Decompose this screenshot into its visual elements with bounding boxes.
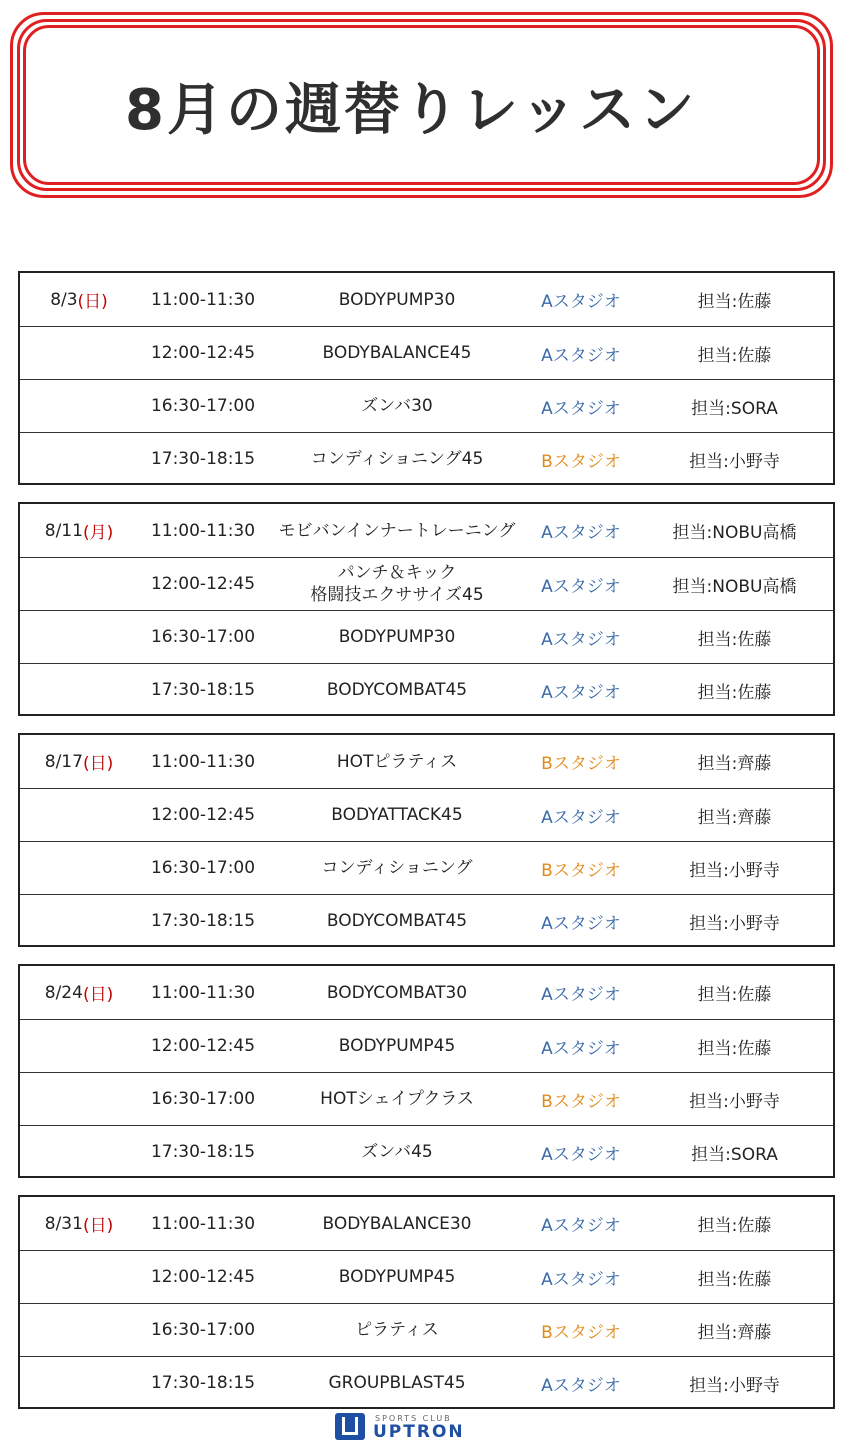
studio-label: Aスタジオ <box>541 1216 621 1236</box>
date-cell <box>20 504 138 557</box>
lesson-time: 17:30-18:15 <box>150 680 256 700</box>
studio-label: Aスタジオ <box>541 629 621 650</box>
week-table <box>18 1195 835 1409</box>
logo <box>335 1413 495 1441</box>
studio-label: Aスタジオ <box>541 398 621 419</box>
lesson-time: 12:00-12:45 <box>150 343 256 363</box>
lesson-name: BODYPUMP30 <box>338 289 456 310</box>
lesson-name: BODYCOMBAT45 <box>326 680 468 700</box>
lesson-time: 11:00-11:30 <box>150 982 256 1003</box>
studio-label: Aスタジオ <box>541 1038 621 1059</box>
weekday: (月) <box>82 523 114 543</box>
date-cell <box>20 842 138 894</box>
instructor: 担当:佐藤 <box>697 1038 772 1059</box>
date-cell <box>20 664 138 716</box>
lesson-time: 12:00-12:45 <box>150 1267 256 1287</box>
lesson-time: 12:00-12:45 <box>150 574 256 594</box>
studio-label: Aスタジオ <box>541 807 621 828</box>
date-cell <box>20 1357 138 1409</box>
lesson-name: ズンバ30 <box>361 396 433 416</box>
instructor: 担当:齊藤 <box>697 1322 772 1343</box>
lesson-name: BODYBALANCE45 <box>322 343 472 363</box>
lesson-time: 11:00-11:30 <box>150 751 256 772</box>
lesson-time: 16:30-17:00 <box>150 396 256 416</box>
lesson-time: 17:30-18:15 <box>150 911 256 931</box>
lesson-row <box>20 788 833 841</box>
instructor: 担当:小野寺 <box>689 1375 780 1396</box>
date-cell <box>20 1073 138 1125</box>
lesson-row <box>20 273 833 326</box>
instructor: 担当:佐藤 <box>697 345 772 366</box>
date-cell <box>20 1020 138 1072</box>
lesson-name: BODYATTACK45 <box>331 805 463 825</box>
lesson-row <box>20 610 833 663</box>
date: 8/3 <box>50 289 78 310</box>
lesson-row <box>20 663 833 716</box>
week-table <box>18 733 835 947</box>
lesson-time: 17:30-18:15 <box>150 449 256 469</box>
week-table <box>18 964 835 1178</box>
lesson-time: 16:30-17:00 <box>150 858 256 878</box>
date: 8/31 <box>44 1213 83 1234</box>
lesson-row <box>20 735 833 788</box>
lesson-time: 11:00-11:30 <box>150 289 256 310</box>
date-cell <box>20 327 138 379</box>
lesson-name: BODYPUMP45 <box>338 1036 456 1056</box>
instructor: 担当:NOBU高橋 <box>672 523 797 543</box>
lesson-time: 12:00-12:45 <box>150 1036 256 1056</box>
weekday: (日) <box>82 754 114 774</box>
week-table <box>18 502 835 716</box>
instructor: 担当:NOBU高橋 <box>672 576 797 597</box>
lesson-name: コンディショニング <box>321 858 473 878</box>
date-cell <box>20 895 138 947</box>
date-cell <box>20 735 138 788</box>
lesson-row <box>20 1125 833 1178</box>
lesson-name: BODYCOMBAT30 <box>326 982 468 1003</box>
weekday: (日) <box>82 1216 114 1236</box>
date-cell <box>20 1251 138 1303</box>
week-table <box>18 271 835 485</box>
date: 8/17 <box>44 751 83 772</box>
date: 8/11 <box>44 520 83 541</box>
lesson-row <box>20 557 833 610</box>
logo-name: UPTRON <box>373 1422 465 1442</box>
studio-label: Aスタジオ <box>541 985 621 1005</box>
lesson-row <box>20 1250 833 1303</box>
lesson-row <box>20 432 833 485</box>
lesson-time: 12:00-12:45 <box>150 805 256 825</box>
lesson-row <box>20 379 833 432</box>
lesson-time: 16:30-17:00 <box>150 1089 256 1109</box>
lesson-row <box>20 1356 833 1409</box>
studio-label: Aスタジオ <box>541 292 621 312</box>
instructor: 担当:佐藤 <box>697 1216 772 1236</box>
studio-label: Bスタジオ <box>541 754 621 774</box>
date-cell <box>20 1197 138 1250</box>
date-cell <box>20 273 138 326</box>
instructor: 担当:齊藤 <box>697 807 772 828</box>
date: 8/24 <box>44 982 83 1003</box>
lesson-row <box>20 504 833 557</box>
lesson-time: 11:00-11:30 <box>150 1213 256 1234</box>
lesson-name: BODYBALANCE30 <box>322 1213 472 1234</box>
date-cell <box>20 433 138 485</box>
studio-label: Aスタジオ <box>541 682 621 703</box>
lesson-name: ズンバ45 <box>361 1142 433 1162</box>
lesson-time: 16:30-17:00 <box>150 627 256 647</box>
instructor: 担当:齊藤 <box>697 754 772 774</box>
instructor: 担当:SORA <box>691 398 778 419</box>
studio-label: Aスタジオ <box>541 345 621 366</box>
lesson-row <box>20 966 833 1019</box>
studio-label: Bスタジオ <box>541 1322 621 1343</box>
weekday: (日) <box>77 292 108 312</box>
lesson-name: HOTピラティス <box>336 751 458 772</box>
date-cell <box>20 789 138 841</box>
lesson-name: GROUPBLAST45 <box>328 1373 466 1393</box>
studio-label: Aスタジオ <box>541 1269 621 1290</box>
studio-label: Aスタジオ <box>541 913 621 934</box>
date-cell <box>20 558 138 610</box>
lesson-row <box>20 1303 833 1356</box>
lesson-name: コンディショニング45 <box>310 449 484 469</box>
studio-label: Bスタジオ <box>541 860 621 881</box>
lesson-row <box>20 1197 833 1250</box>
instructor: 担当:佐藤 <box>697 682 772 703</box>
instructor: 担当:SORA <box>691 1144 778 1165</box>
logo-icon <box>335 1413 365 1440</box>
lesson-name: パンチ＆キック 格闘技エクササイズ45 <box>310 563 484 605</box>
studio-label: Aスタジオ <box>541 1375 621 1396</box>
lesson-name: モビバンインナートレーニング <box>278 520 516 541</box>
lesson-row <box>20 1072 833 1125</box>
instructor: 担当:佐藤 <box>697 1269 772 1290</box>
instructor: 担当:小野寺 <box>689 860 780 881</box>
page-title: 8月の週替りレッスン <box>125 78 698 143</box>
lesson-name: HOTシェイプクラス <box>320 1089 474 1109</box>
instructor: 担当:佐藤 <box>697 629 772 650</box>
lesson-time: 16:30-17:00 <box>150 1320 256 1340</box>
instructor: 担当:佐藤 <box>697 985 772 1005</box>
lesson-time: 17:30-18:15 <box>150 1142 256 1162</box>
instructor: 担当:小野寺 <box>689 913 780 934</box>
lesson-time: 17:30-18:15 <box>150 1373 256 1393</box>
studio-label: Aスタジオ <box>541 1144 621 1165</box>
lesson-row <box>20 326 833 379</box>
lesson-name: BODYPUMP30 <box>338 627 456 647</box>
lesson-name: BODYPUMP45 <box>338 1267 456 1287</box>
lesson-name: ピラティス <box>355 1320 439 1340</box>
studio-label: Aスタジオ <box>541 523 621 543</box>
logo-subtitle: SPORTS CLUB <box>375 1414 452 1423</box>
instructor: 担当:小野寺 <box>689 451 780 472</box>
studio-label: Aスタジオ <box>541 576 621 597</box>
date-cell <box>20 1304 138 1356</box>
instructor: 担当:佐藤 <box>697 292 772 312</box>
lesson-row <box>20 894 833 947</box>
date-cell <box>20 966 138 1019</box>
weekday: (日) <box>82 985 114 1005</box>
date-cell <box>20 611 138 663</box>
lesson-time: 11:00-11:30 <box>150 520 256 541</box>
date-cell <box>20 380 138 432</box>
lesson-row <box>20 841 833 894</box>
lesson-name: BODYCOMBAT45 <box>326 911 468 931</box>
studio-label: Bスタジオ <box>541 1091 621 1112</box>
studio-label: Bスタジオ <box>541 451 621 472</box>
instructor: 担当:小野寺 <box>689 1091 780 1112</box>
lesson-row <box>20 1019 833 1072</box>
date-cell <box>20 1126 138 1178</box>
